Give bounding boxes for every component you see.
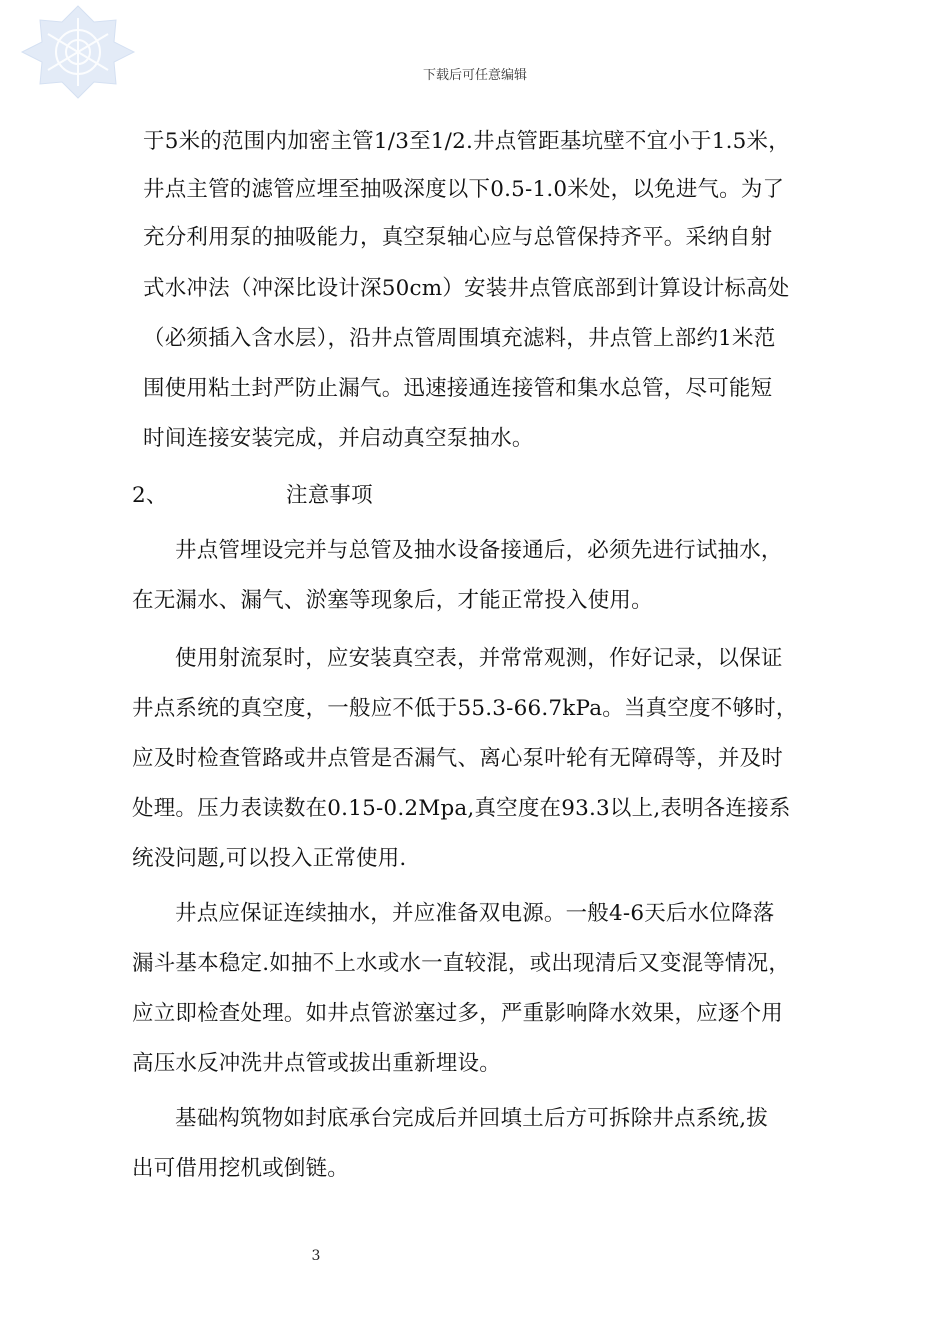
text-line: 漏斗基本稳定.如抽不上水或水一直较混，或出现清后又变混等情况， bbox=[132, 951, 791, 976]
section-title: 注意事项 bbox=[286, 483, 373, 508]
text-line: 式水冲法（冲深比设计深50cm）安装井点管底部到计算设计标高处 bbox=[143, 276, 790, 301]
section-number: 2、 bbox=[132, 483, 168, 508]
text-line: 应及时检查管路或井点管是否漏气、离心泵叶轮有无障碍等，并及时 bbox=[132, 746, 784, 771]
text-line: 应立即检查处理。如井点管淤塞过多，严重影响降水效果，应逐个用 bbox=[132, 1001, 784, 1026]
page-header: 下载后可任意编辑 bbox=[422, 68, 527, 83]
text-line: 出可借用挖机或倒链。 bbox=[132, 1156, 350, 1181]
text-line: 时间连接安装完成，并启动真空泵抽水。 bbox=[143, 426, 534, 451]
text-line: 高压水反冲洗井点管或拔出重新埋设。 bbox=[132, 1051, 501, 1076]
text-line: 充分利用泵的抽吸能力，真空泵轴心应与总管保持齐平。采纳自射 bbox=[143, 225, 773, 250]
text-line: 统没问题,可以投入正常使用. bbox=[132, 846, 407, 871]
text-line: 井点系统的真空度，一般应不低于55.3-66.7kPa。当真空度不够时， bbox=[132, 696, 798, 721]
text-line: 在无漏水、漏气、淤塞等现象后，才能正常投入使用。 bbox=[132, 588, 653, 613]
text-line: 于5米的范围内加密主管1/3至1/2.井点管距基坑壁不宜小于1.5米， bbox=[143, 129, 790, 154]
page-number: 3 bbox=[311, 1248, 321, 1264]
text-line: 围使用粘土封严防止漏气。迅速接通连接管和集水总管，尽可能短 bbox=[143, 376, 773, 401]
text-line: 使用射流泵时，应安装真空表，并常常观测，作好记录，以保证 bbox=[175, 646, 783, 671]
text-line: 基础构筑物如封底承台完成后并回填土后方可拆除井点系统,拔 bbox=[175, 1106, 768, 1131]
text-line: 处理。压力表读数在0.15-0.2Mpa,真空度在93.3以上,表明各连接系 bbox=[132, 796, 791, 821]
text-line: （必须插入含水层），沿井点管周围填充滤料，井点管上部约1米范 bbox=[143, 326, 776, 351]
text-line: 井点主管的滤管应埋至抽吸深度以下0.5-1.0米处，以免进气。为了 bbox=[143, 177, 785, 202]
text-line: 井点管埋设完并与总管及抽水设备接通后，必须先进行试抽水， bbox=[175, 538, 783, 563]
text-line: 井点应保证连续抽水，并应准备双电源。一般4-6天后水位降落 bbox=[175, 901, 775, 926]
snowflake-watermark-logo bbox=[18, 4, 138, 100]
